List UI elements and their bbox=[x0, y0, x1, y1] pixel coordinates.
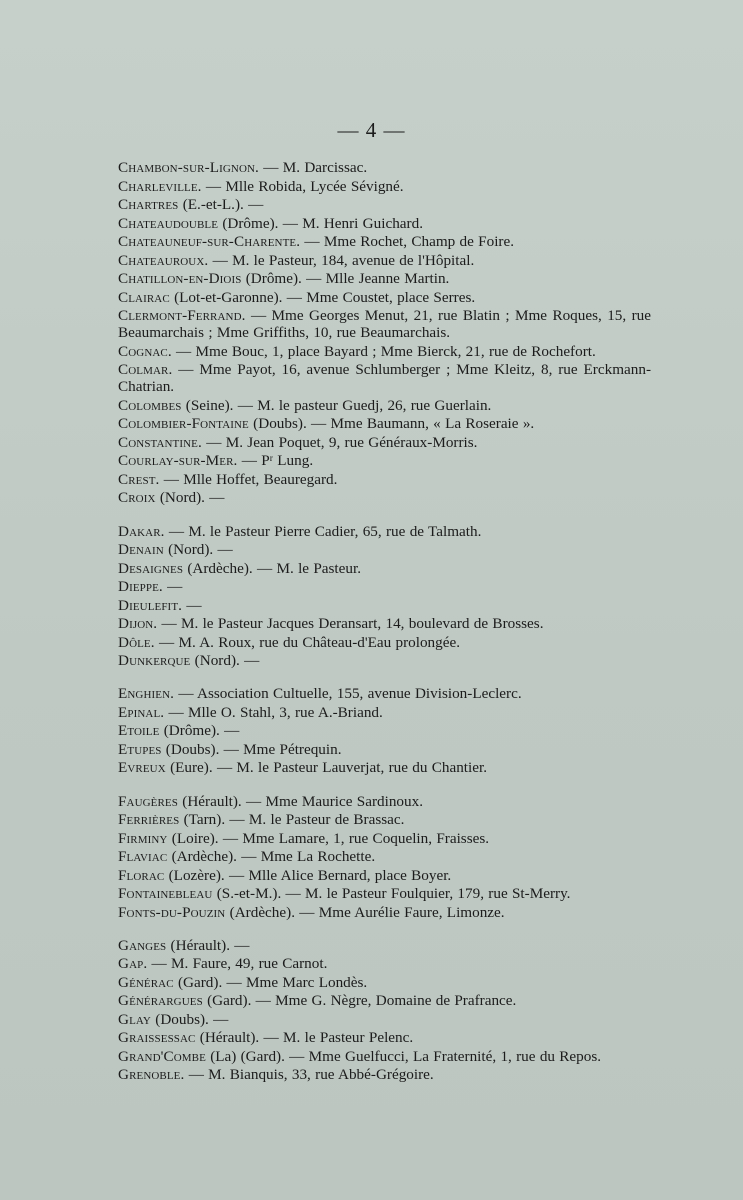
entry-place-name: Générargues bbox=[118, 992, 203, 1010]
entry-place-name: Ganges bbox=[118, 936, 167, 954]
entry-detail: (Drôme). — bbox=[163, 722, 240, 740]
letter-group bbox=[118, 159, 651, 507]
entry-place-name: Colombier-Fontaine bbox=[118, 415, 249, 433]
entry-detail: — Association Cultuelle, 155, avenue Division-Leclerc. bbox=[178, 685, 522, 703]
entry-place-name: Epinal. bbox=[118, 703, 165, 721]
letter-group bbox=[118, 937, 651, 1084]
directory-entry bbox=[118, 685, 651, 702]
entry-place-name: Générac bbox=[118, 973, 174, 991]
entry-place-name: Grenoble. bbox=[118, 1066, 185, 1084]
directory-entry bbox=[118, 215, 651, 232]
entry-detail: (Gard). — Mme Marc Londès. bbox=[177, 973, 368, 991]
entry-place-name: Evreux bbox=[118, 759, 166, 777]
entry-detail: (Hérault). — bbox=[170, 936, 250, 954]
directory-entry bbox=[118, 270, 651, 287]
entry-place-name: Etoile bbox=[118, 722, 160, 740]
directory-entry bbox=[118, 867, 651, 884]
directory-entry bbox=[118, 597, 651, 614]
directory-entry bbox=[118, 415, 651, 432]
entry-place-name: Clermont-Ferrand. bbox=[118, 307, 246, 324]
entry-place-name: Crest. bbox=[118, 470, 160, 488]
entry-place-name: Flaviac bbox=[118, 848, 168, 866]
entry-detail: — M. Faure, 49, rue Carnot. bbox=[151, 955, 328, 973]
entry-detail: (E.-et-L.). — bbox=[182, 196, 264, 213]
directory-entry bbox=[118, 615, 651, 632]
directory-entry bbox=[118, 1066, 651, 1083]
entry-place-name: Denain bbox=[118, 541, 164, 559]
entry-place-name: Chatillon-en-Diois bbox=[118, 270, 242, 287]
page-number: — 4 — bbox=[337, 118, 406, 142]
directory-entry bbox=[118, 1029, 651, 1046]
entry-detail: — Mme Georges Menut, 21, rue Blatin ; Mme Roques, 15, rue Beaumarchais ; Mme Griffiths, 10, rue Beaumarchais. bbox=[118, 307, 652, 342]
entry-place-name: Chateauroux. bbox=[118, 251, 209, 269]
letter-group bbox=[118, 685, 651, 776]
entry-detail: — M. le Pasteur, 184, avenue de l'Hôpital. bbox=[212, 251, 475, 269]
entry-detail: — M. A. Roux, rue du Château-d'Eau prolongée. bbox=[158, 633, 461, 651]
entry-detail: (Eure). — M. le Pasteur Lauverjat, rue du Chantier. bbox=[170, 759, 487, 777]
directory-entry bbox=[118, 848, 651, 865]
directory-entry bbox=[118, 904, 651, 921]
entry-detail: — bbox=[186, 596, 202, 614]
entry-detail: — M. Bianquis, 33, rue Abbé-Grégoire. bbox=[188, 1066, 434, 1084]
entry-place-name: Firminy bbox=[118, 829, 168, 847]
directory-entry bbox=[118, 233, 651, 250]
directory-entry bbox=[118, 471, 651, 488]
entry-place-name: Colombes bbox=[118, 396, 182, 414]
directory-entry bbox=[118, 489, 651, 506]
entry-detail: (Ardèche). — Mme La Rochette. bbox=[171, 848, 376, 866]
entry-place-name: Faugères bbox=[118, 792, 178, 810]
entry-place-name: Fonts-du-Pouzin bbox=[118, 903, 226, 921]
entry-place-name: Cognac. bbox=[118, 342, 172, 360]
directory-entry bbox=[118, 830, 651, 847]
directory-entry bbox=[118, 578, 651, 595]
entry-detail: — M. Darcissac. bbox=[263, 159, 368, 176]
entry-detail: (Doubs). — Mme Baumann, « La Roseraie ». bbox=[253, 415, 535, 433]
directory-entry bbox=[118, 811, 651, 828]
entry-detail: (Hérault). — Mme Maurice Sardinoux. bbox=[182, 792, 423, 810]
entry-place-name: Chateauneuf-sur-Charente. bbox=[118, 233, 301, 250]
directory-entry bbox=[118, 361, 651, 395]
entry-place-name: Clairac bbox=[118, 288, 170, 306]
entry-detail: (Doubs). — Mme Pétrequin. bbox=[165, 740, 342, 758]
entry-detail: (Lot-et-Garonne). — Mme Coustet, place Serres. bbox=[174, 288, 476, 306]
entry-place-name: Croix bbox=[118, 489, 156, 507]
entry-detail: (Hérault). — M. le Pasteur Pelenc. bbox=[199, 1029, 414, 1047]
entry-place-name: Charleville. bbox=[118, 177, 202, 195]
directory-entry bbox=[118, 937, 651, 954]
entry-detail: (La) (Gard). — Mme Guelfucci, La Fraternité, 1, rue du Repos. bbox=[210, 1047, 602, 1065]
directory-entry bbox=[118, 793, 651, 810]
entry-place-name: Dakar. bbox=[118, 522, 165, 540]
directory-entry bbox=[118, 196, 651, 213]
entry-place-name: Dôle. bbox=[118, 633, 155, 651]
directory-entry bbox=[118, 1011, 651, 1028]
entry-place-name: Chartres bbox=[118, 196, 179, 213]
directory-entry bbox=[118, 955, 651, 972]
entry-place-name: Florac bbox=[118, 866, 165, 884]
directory-entry bbox=[118, 885, 651, 902]
entry-detail: (Ardèche). — Mme Aurélie Faure, Limonze. bbox=[229, 903, 505, 921]
entry-place-name: Dieppe. bbox=[118, 578, 163, 596]
entry-detail: (Nord). — bbox=[159, 489, 225, 507]
directory-entry bbox=[118, 307, 651, 341]
entry-detail: — Mlle Hoffet, Beauregard. bbox=[163, 470, 338, 488]
entry-place-name: Ferrières bbox=[118, 811, 180, 829]
entry-detail: (Drôme). — M. Henri Guichard. bbox=[222, 214, 423, 232]
directory-entry bbox=[118, 523, 651, 540]
directory-entry bbox=[118, 560, 651, 577]
entry-place-name: Etupes bbox=[118, 740, 162, 758]
entry-detail: (S.-et-M.). — M. le Pasteur Foulquier, 179, rue St-Merry. bbox=[216, 885, 571, 903]
entry-detail: — M. Jean Poquet, 9, rue Généraux-Morris. bbox=[206, 433, 478, 451]
directory-entry bbox=[118, 252, 651, 269]
entry-detail: (Lozère). — Mlle Alice Bernard, place Boyer. bbox=[168, 866, 452, 884]
entry-detail: — M. le Pasteur Pierre Cadier, 65, rue de Talmath. bbox=[168, 522, 482, 540]
directory-entry bbox=[118, 434, 651, 451]
entry-place-name: Grand'Combe bbox=[118, 1047, 206, 1065]
entry-detail: — Mme Payot, 16, avenue Schlumberger ; Mme Kleitz, 8, rue Erckmann-Chatrian. bbox=[118, 361, 651, 396]
directory-entry bbox=[118, 741, 651, 758]
entry-place-name: Graissessac bbox=[118, 1029, 196, 1047]
entry-detail: (Nord). — bbox=[194, 652, 260, 670]
directory-entries bbox=[118, 159, 651, 1099]
directory-entry bbox=[118, 974, 651, 991]
entry-place-name: Desaignes bbox=[118, 559, 184, 577]
entry-detail: — Mlle O. Stahl, 3, rue A.-Briand. bbox=[168, 703, 383, 721]
entry-detail: — bbox=[167, 578, 183, 596]
entry-place-name: Dieulefit. bbox=[118, 596, 183, 614]
entry-detail: (Drôme). — Mlle Jeanne Martin. bbox=[245, 270, 450, 287]
directory-entry bbox=[118, 704, 651, 721]
entry-detail: — Mme Bouc, 1, place Bayard ; Mme Bierck, 21, rue de Rochefort. bbox=[176, 342, 596, 360]
entry-place-name: Gap. bbox=[118, 955, 148, 973]
entry-place-name: Chambon-sur-Lignon. bbox=[118, 159, 259, 176]
entry-detail: (Tarn). — M. le Pasteur de Brassac. bbox=[183, 811, 405, 829]
directory-entry bbox=[118, 452, 651, 469]
directory-entry bbox=[118, 159, 651, 176]
entry-detail: (Doubs). — bbox=[155, 1010, 229, 1028]
entry-detail: (Gard). — Mme G. Nègre, Domaine de Prafrance. bbox=[207, 992, 517, 1010]
entry-place-name: Fontainebleau bbox=[118, 885, 213, 903]
entry-place-name: Dunkerque bbox=[118, 652, 191, 670]
directory-entry bbox=[118, 541, 651, 558]
entry-place-name: Constantine. bbox=[118, 433, 202, 451]
entry-place-name: Glay bbox=[118, 1010, 151, 1028]
entry-detail: — Mme Rochet, Champ de Foire. bbox=[304, 233, 515, 250]
entry-place-name: Colmar. bbox=[118, 361, 173, 379]
directory-entry bbox=[118, 652, 651, 669]
letter-group bbox=[118, 523, 651, 670]
directory-entry bbox=[118, 992, 651, 1009]
entry-detail: (Loire). — Mme Lamare, 1, rue Coquelin, Fraisses. bbox=[171, 829, 490, 847]
directory-entry bbox=[118, 634, 651, 651]
directory-entry bbox=[118, 1048, 651, 1065]
entry-place-name: Courlay-sur-Mer. bbox=[118, 452, 238, 470]
entry-detail: (Nord). — bbox=[168, 541, 233, 559]
letter-group bbox=[118, 793, 651, 921]
entry-detail: (Ardèche). — M. le Pasteur. bbox=[187, 559, 361, 577]
directory-entry bbox=[118, 722, 651, 739]
entry-detail: — Mlle Robida, Lycée Sévigné. bbox=[205, 177, 404, 195]
entry-detail: — M. le Pasteur Jacques Deransart, 14, boulevard de Brosses. bbox=[161, 615, 544, 633]
directory-entry bbox=[118, 759, 651, 776]
directory-entry bbox=[118, 178, 651, 195]
entry-place-name: Enghien. bbox=[118, 685, 175, 703]
entry-place-name: Chateaudouble bbox=[118, 214, 219, 232]
directory-entry bbox=[118, 343, 651, 360]
directory-entry bbox=[118, 397, 651, 414]
entry-detail: — Pʳ Lung. bbox=[241, 452, 314, 470]
entry-place-name: Dijon. bbox=[118, 615, 158, 633]
entry-detail: (Seine). — M. le pasteur Guedj, 26, rue Guerlain. bbox=[185, 396, 492, 414]
directory-entry bbox=[118, 289, 651, 306]
